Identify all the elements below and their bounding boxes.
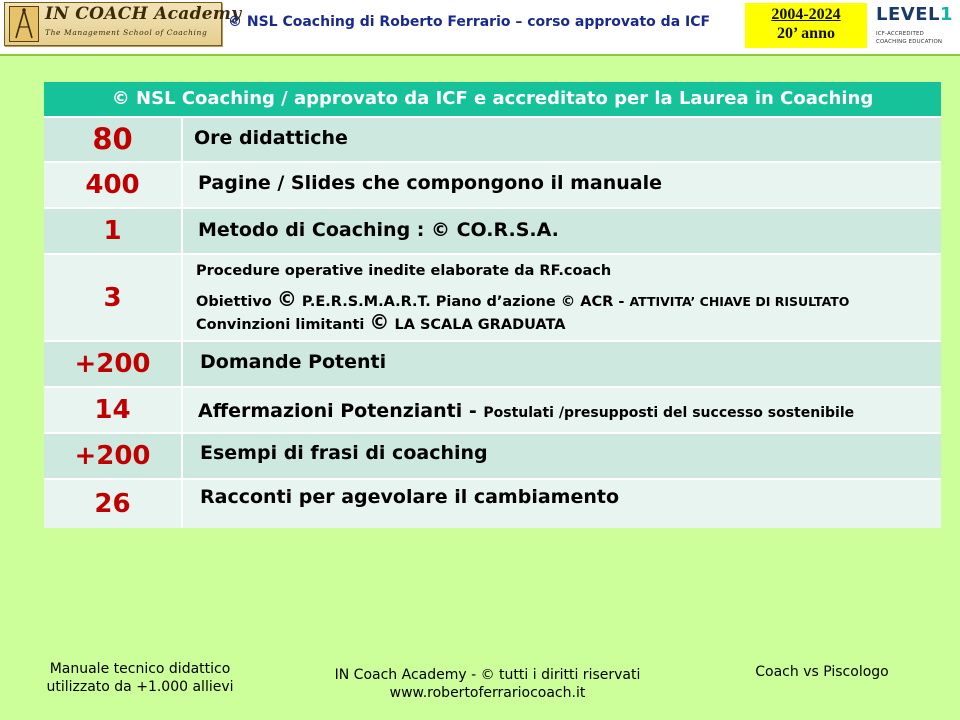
anniversary-badge [745,3,867,48]
table-row [44,255,941,342]
header-title: © NSL Coaching di Roberto Ferrario – corso approvato da ICF [228,14,711,30]
copyright-symbol: © [276,287,297,311]
objective-label: Obiettivo [196,294,272,310]
procedures-line: Procedure operative inedite elaborate da RF.coach [196,263,612,279]
level-number: 1 [939,4,953,25]
beliefs-text: LA SCALA GRADUATA [389,317,566,333]
row-text: Affermazioni Potenzianti - [198,400,484,422]
footer-topic: Coach vs Piscologo [755,664,889,680]
footer-copyright: IN Coach Academy - © tutti i diritti riservati [334,667,641,683]
copyright-symbol: © [369,310,390,334]
footer-left [30,660,250,696]
table-row [44,209,941,255]
footer-right [722,663,922,681]
objective-line [196,289,941,312]
table-row [44,163,941,209]
table-row [44,434,941,480]
tower-emblem-icon [9,6,39,42]
level-line-1: ICF-ACCREDITED [876,31,924,37]
table-row [44,118,941,163]
row-number: 3 [44,255,183,340]
in-coach-academy-logo [4,2,242,46]
table-row [44,388,941,434]
footer-website: www.robertoferrariocoach.it [389,685,586,701]
row-text: Metodo di Coaching : © CO.R.S.A. [198,219,559,241]
table-row [44,342,941,388]
beliefs-label: Convinzioni limitanti [196,317,365,333]
objective-subtext: ATTIVITA’ CHIAVE DI RISULTATO [629,294,850,309]
objective-text: P.E.R.S.M.A.R.T. Piano d’azione © ACR - [296,294,630,310]
course-stats-table [44,82,941,528]
row-number: 80 [44,118,183,161]
row-text: Esempi di frasi di coaching [200,442,488,464]
anniversary-label: 20’ anno [777,25,835,42]
row-number: 14 [44,388,183,432]
row-number: +200 [44,434,183,478]
level-word: LEVEL [876,4,940,25]
table-row [44,480,941,528]
logo-title: IN COACH Academy [45,4,242,24]
row-number: 26 [44,480,183,528]
row-text: Ore didattiche [194,127,348,149]
level-title [876,4,953,25]
logo-subtitle: The Management School of Coaching [45,28,208,37]
beliefs-line [196,312,941,335]
row-text: Racconti per agevolare il cambiamento [200,486,619,508]
year-range: 2004-2024 [771,6,841,23]
row-text: Domande Potenti [200,351,387,373]
row-number: +200 [44,342,183,386]
footer-left-line-1: Manuale tecnico didattico [49,661,231,677]
footer-center [300,666,675,702]
icf-level-badge [872,3,956,48]
level-line-2: COACHING EDUCATION [876,39,943,45]
row-text: Pagine / Slides che compongono il manuale [198,172,663,194]
row-number: 1 [44,209,183,253]
row-subtext: Postulati /presupposti del successo sostenibile [483,405,855,421]
header-divider [0,54,960,56]
row-number: 400 [44,163,183,207]
table-heading: © NSL Coaching / approvato da ICF e accreditato per la Laurea in Coaching [44,82,941,118]
footer-left-line-2: utilizzato da +1.000 allievi [46,679,234,695]
